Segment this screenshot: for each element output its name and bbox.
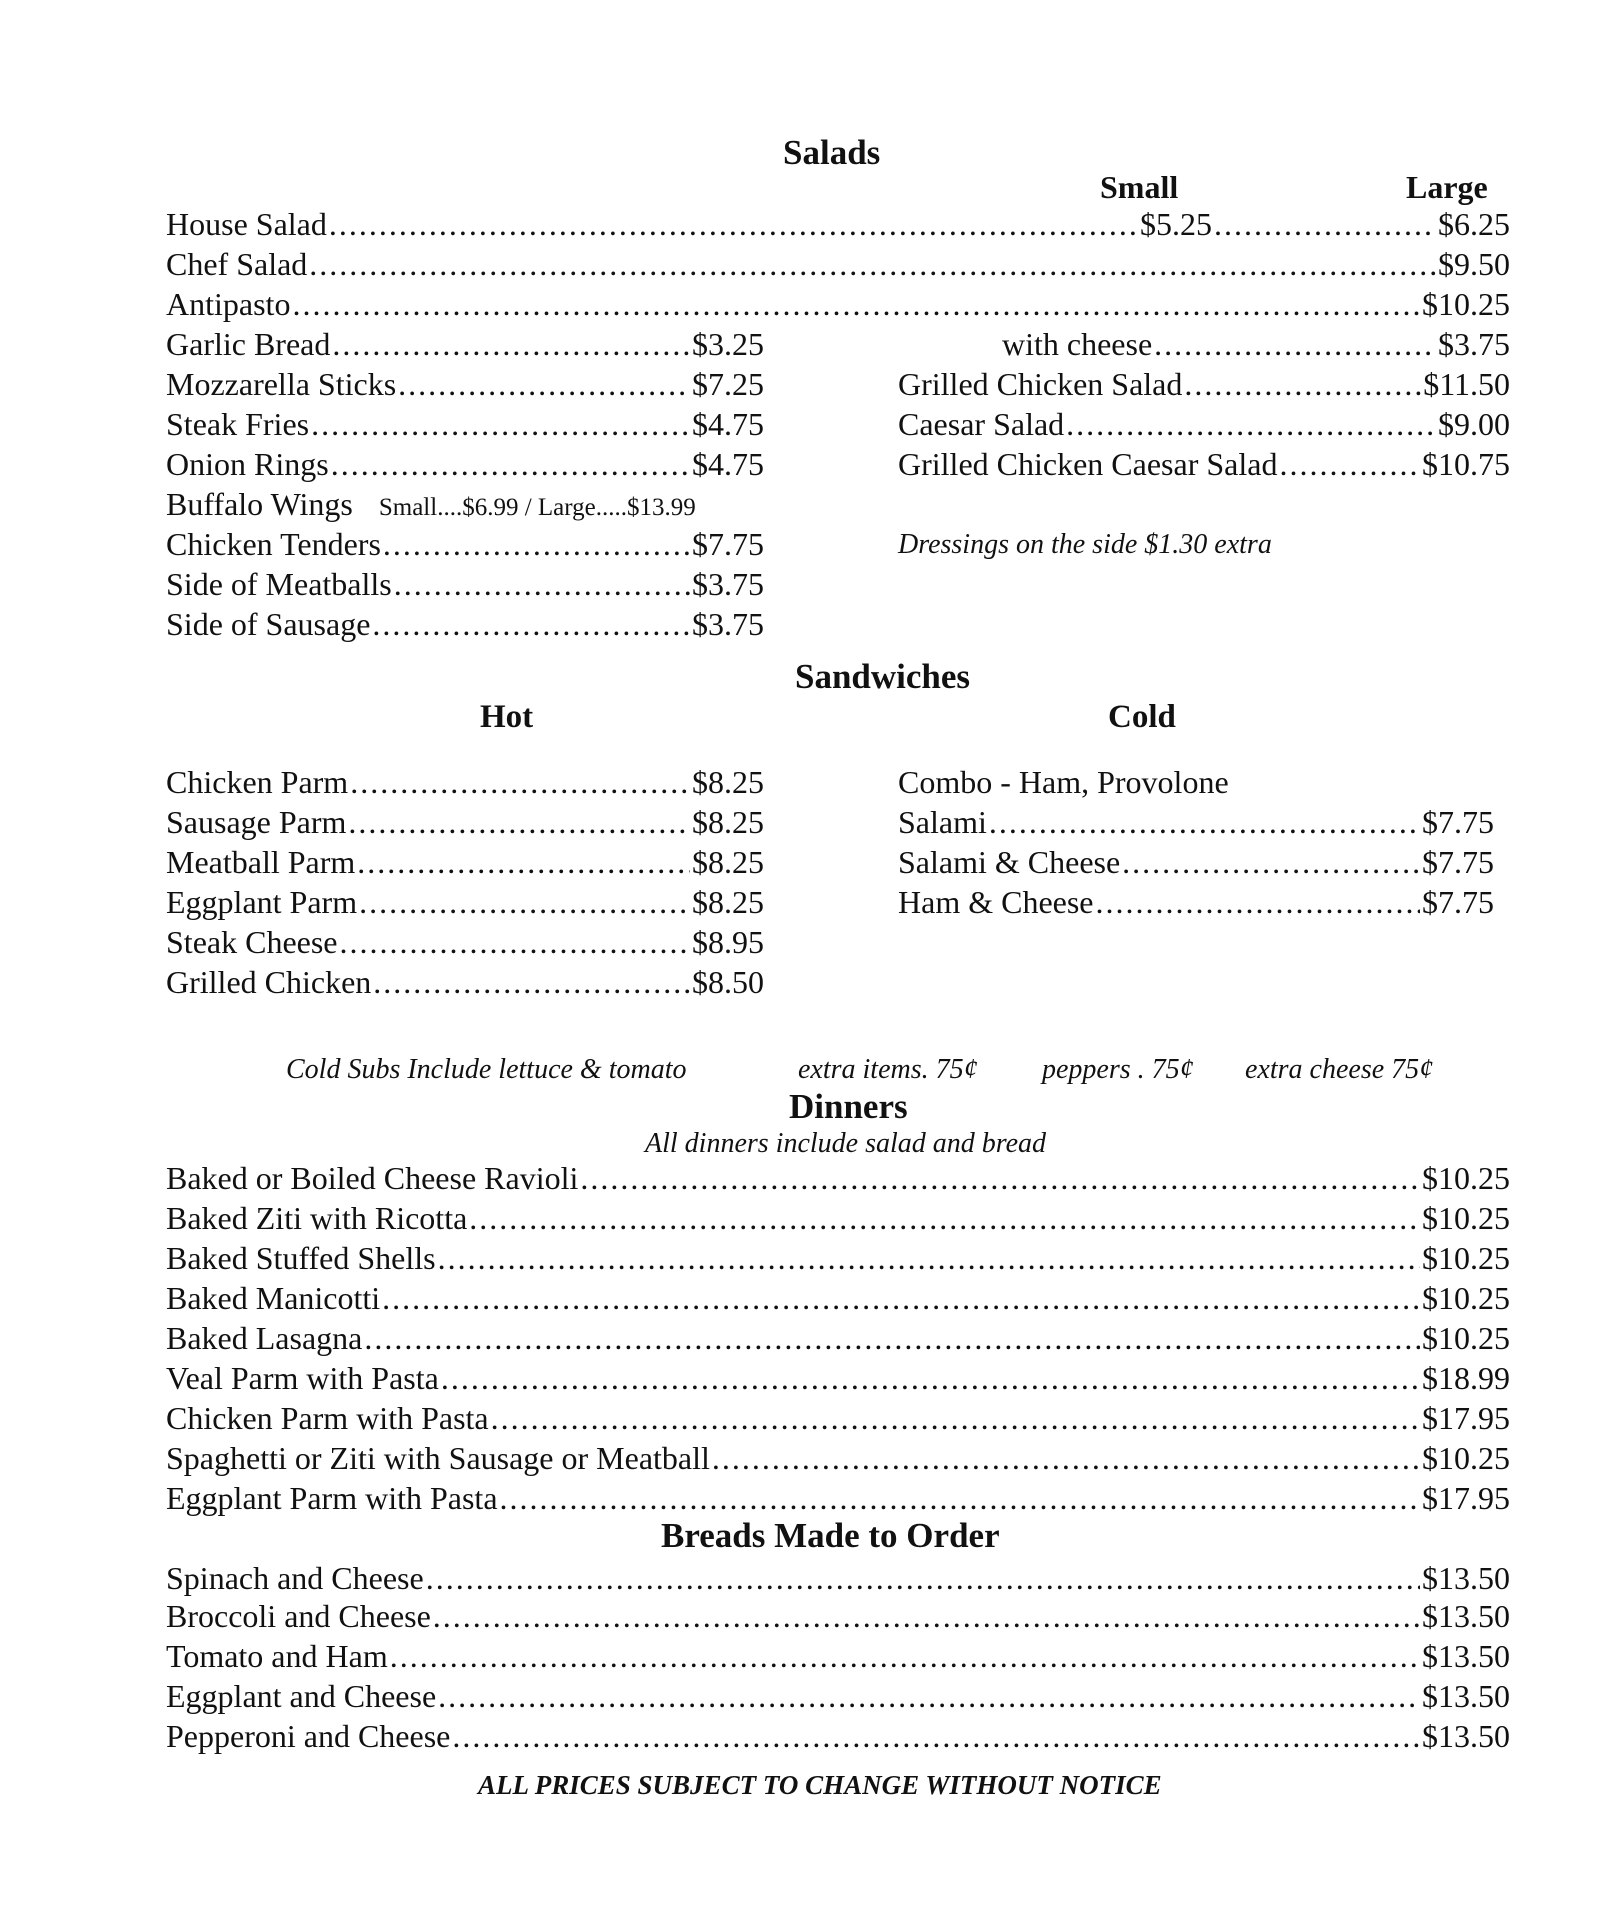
leader-dots bbox=[311, 404, 690, 444]
item-name: Side of Sausage bbox=[166, 606, 371, 642]
item-name: Eggplant and Cheese bbox=[166, 1678, 437, 1714]
menu-item-chicken-tenders bbox=[166, 524, 764, 564]
cold-combo-label bbox=[898, 762, 1498, 802]
menu-item-chicken-parm-pasta bbox=[166, 1398, 1510, 1438]
leader-dots bbox=[373, 962, 690, 1002]
leader-dots bbox=[452, 1716, 1420, 1756]
menu-item-veal-parm bbox=[166, 1358, 1510, 1398]
price-disclaimer: ALL PRICES SUBJECT TO CHANGE WITHOUT NOTICE bbox=[478, 1770, 1162, 1800]
leader-dots bbox=[372, 604, 690, 644]
item-price: $3.75 bbox=[1438, 326, 1510, 362]
leader-dots bbox=[390, 1636, 1420, 1676]
item-price: $8.25 bbox=[692, 844, 764, 880]
leader-dots bbox=[989, 802, 1420, 842]
menu-item-mozzarella-sticks bbox=[166, 364, 764, 404]
leader-dots bbox=[433, 1596, 1420, 1636]
leader-dots bbox=[469, 1198, 1420, 1238]
item-price: $4.75 bbox=[692, 406, 764, 442]
item-price: $10.25 bbox=[1422, 1440, 1510, 1476]
item-price: $10.25 bbox=[1422, 1320, 1510, 1356]
menu-item-eggplant-cheese bbox=[166, 1676, 1510, 1716]
menu-item-chicken-parm bbox=[166, 762, 764, 802]
item-name: Broccoli and Cheese bbox=[166, 1598, 431, 1634]
extra-cheese-note: extra cheese 75¢ bbox=[1245, 1054, 1434, 1085]
item-price: $4.75 bbox=[692, 446, 764, 482]
item-name: Salami & Cheese bbox=[898, 844, 1121, 880]
leader-dots bbox=[1066, 404, 1436, 444]
item-name: Salami bbox=[898, 804, 987, 840]
item-price: $10.75 bbox=[1422, 446, 1510, 482]
menu-item-chef-salad bbox=[166, 244, 1510, 284]
item-price: $3.75 bbox=[692, 606, 764, 642]
menu-item-salami bbox=[898, 802, 1494, 842]
item-price: $13.50 bbox=[1422, 1598, 1510, 1634]
item-price: $10.25 bbox=[1422, 1240, 1510, 1276]
menu-item-stuffed-shells bbox=[166, 1238, 1510, 1278]
item-price: $10.25 bbox=[1422, 1280, 1510, 1316]
menu-item-side-of-meatballs bbox=[166, 564, 764, 604]
item-name: Garlic Bread bbox=[166, 326, 331, 362]
item-price: $13.50 bbox=[1422, 1638, 1510, 1674]
item-name: Baked Lasagna bbox=[166, 1320, 363, 1356]
leader-dots bbox=[1214, 204, 1436, 244]
item-price: $13.50 bbox=[1422, 1718, 1510, 1754]
menu-item-tomato-ham bbox=[166, 1636, 1510, 1676]
leader-dots bbox=[712, 1438, 1420, 1478]
leader-dots bbox=[309, 244, 1436, 284]
item-name: Caesar Salad bbox=[898, 406, 1065, 442]
item-name: Grilled Chicken Caesar Salad bbox=[898, 446, 1278, 482]
leader-dots bbox=[491, 1398, 1420, 1438]
menu-item-with-cheese bbox=[1002, 324, 1510, 364]
item-price: $7.75 bbox=[1422, 884, 1494, 920]
menu-item-pepperoni-cheese bbox=[166, 1716, 1510, 1756]
item-name: Mozzarella Sticks bbox=[166, 366, 397, 402]
leader-dots bbox=[441, 1358, 1420, 1398]
item-name: Buffalo Wings bbox=[166, 486, 353, 522]
leader-dots bbox=[426, 1558, 1420, 1598]
item-price: $8.95 bbox=[692, 924, 764, 960]
item-name: Baked Manicotti bbox=[166, 1280, 381, 1316]
menu-item-broccoli-cheese bbox=[166, 1596, 1510, 1636]
item-price: $8.50 bbox=[692, 964, 764, 1000]
item-price: $8.25 bbox=[692, 884, 764, 920]
item-name: Baked Stuffed Shells bbox=[166, 1240, 436, 1276]
leader-dots bbox=[329, 204, 1138, 244]
item-name: Chicken Tenders bbox=[166, 526, 381, 562]
item-price: $7.75 bbox=[692, 526, 764, 562]
item-name: Sausage Parm bbox=[166, 804, 347, 840]
item-price: $11.50 bbox=[1423, 366, 1510, 402]
leader-dots bbox=[350, 762, 690, 802]
leader-dots bbox=[340, 922, 691, 962]
item-name: Grilled Chicken bbox=[166, 964, 372, 1000]
item-name: Steak Fries bbox=[166, 406, 310, 442]
breads-title: Breads Made to Order bbox=[661, 1516, 1000, 1555]
small-header: Small bbox=[1100, 169, 1179, 205]
item-size-options: Small....$6.99 / Large.....$13.99 bbox=[378, 494, 696, 521]
item-name: Eggplant Parm with Pasta bbox=[166, 1480, 498, 1516]
item-price: $3.25 bbox=[692, 326, 764, 362]
leader-dots bbox=[580, 1158, 1420, 1198]
item-name: Ham & Cheese bbox=[898, 884, 1094, 920]
dressings-note: Dressings on the side $1.30 extra bbox=[898, 529, 1272, 560]
leader-dots bbox=[398, 364, 690, 404]
menu-item-ham-and-cheese bbox=[898, 882, 1494, 922]
item-price: $17.95 bbox=[1422, 1400, 1510, 1436]
menu-item-manicotti bbox=[166, 1278, 1510, 1318]
leader-dots bbox=[383, 524, 690, 564]
leader-dots bbox=[332, 324, 690, 364]
item-name: Side of Meatballs bbox=[166, 566, 392, 602]
item-price: $10.25 bbox=[1422, 1160, 1510, 1196]
menu-item-grilled-chicken bbox=[166, 962, 764, 1002]
menu-item-steak-fries bbox=[166, 404, 764, 444]
extra-items-note: extra items. 75¢ bbox=[798, 1054, 978, 1085]
item-name: Pepperoni and Cheese bbox=[166, 1718, 451, 1754]
item-price: $7.75 bbox=[1422, 844, 1494, 880]
item-price-small: $5.25 bbox=[1140, 206, 1212, 242]
item-price-large: $6.25 bbox=[1438, 206, 1510, 242]
leader-dots bbox=[331, 444, 690, 484]
leader-dots bbox=[357, 842, 690, 882]
leader-dots bbox=[1154, 324, 1436, 364]
menu-item-eggplant-parm-pasta bbox=[166, 1478, 1510, 1518]
menu-item-steak-cheese bbox=[166, 922, 764, 962]
item-name: Veal Parm with Pasta bbox=[166, 1360, 439, 1396]
menu-item-grilled-chicken-caesar-salad bbox=[898, 444, 1510, 484]
item-name: Steak Cheese bbox=[166, 924, 338, 960]
item-name: Eggplant Parm bbox=[166, 884, 358, 920]
item-name: Antipasto bbox=[166, 286, 291, 322]
menu-item-spinach-cheese bbox=[166, 1558, 1510, 1598]
item-price: $8.25 bbox=[692, 764, 764, 800]
menu-item-onion-rings bbox=[166, 444, 764, 484]
cold-subs-note: Cold Subs Include lettuce & tomato bbox=[286, 1054, 687, 1085]
item-price: $3.75 bbox=[692, 566, 764, 602]
item-name: Tomato and Ham bbox=[166, 1638, 388, 1674]
item-name: Onion Rings bbox=[166, 446, 329, 482]
leader-dots bbox=[1279, 444, 1420, 484]
menu-item-lasagna bbox=[166, 1318, 1510, 1358]
leader-dots bbox=[348, 802, 690, 842]
leader-dots bbox=[364, 1318, 1420, 1358]
item-name: Baked Ziti with Ricotta bbox=[166, 1200, 468, 1236]
menu-item-meatball-parm bbox=[166, 842, 764, 882]
peppers-note: peppers . 75¢ bbox=[1042, 1054, 1194, 1085]
item-price: $18.99 bbox=[1422, 1360, 1510, 1396]
leader-dots bbox=[500, 1478, 1420, 1518]
menu-item-eggplant-parm bbox=[166, 882, 764, 922]
leader-dots bbox=[394, 564, 690, 604]
salads-title: Salads bbox=[783, 133, 881, 172]
item-price: $7.75 bbox=[1422, 804, 1494, 840]
hot-header: Hot bbox=[480, 699, 534, 735]
leader-dots bbox=[438, 1238, 1420, 1278]
item-price: $10.25 bbox=[1422, 286, 1510, 322]
menu-item-cheese-ravioli bbox=[166, 1158, 1510, 1198]
item-name: with cheese bbox=[1002, 326, 1153, 362]
menu-item-house-salad bbox=[166, 204, 1510, 244]
item-price: $9.00 bbox=[1438, 406, 1510, 442]
menu-item-garlic-bread bbox=[166, 324, 764, 364]
item-name: Chef Salad bbox=[166, 246, 308, 282]
item-price: $13.50 bbox=[1422, 1560, 1510, 1596]
menu-item-grilled-chicken-salad bbox=[898, 364, 1510, 404]
cold-header: Cold bbox=[1108, 699, 1176, 735]
item-name: Chicken Parm bbox=[166, 764, 349, 800]
item-name: Combo - Ham, Provolone bbox=[898, 764, 1229, 800]
menu-item-salami-and-cheese bbox=[898, 842, 1494, 882]
item-name: Chicken Parm with Pasta bbox=[166, 1400, 489, 1436]
leader-dots bbox=[1122, 842, 1420, 882]
item-name: Grilled Chicken Salad bbox=[898, 366, 1183, 402]
menu-item-sausage-parm bbox=[166, 802, 764, 842]
item-name: House Salad bbox=[166, 206, 327, 242]
item-price: $10.25 bbox=[1422, 1200, 1510, 1236]
leader-dots bbox=[1096, 882, 1421, 922]
item-price: $9.50 bbox=[1438, 246, 1510, 282]
leader-dots bbox=[292, 284, 1420, 324]
leader-dots bbox=[359, 882, 690, 922]
item-price: $7.25 bbox=[692, 366, 764, 402]
item-name: Baked or Boiled Cheese Ravioli bbox=[166, 1160, 579, 1196]
leader-dots bbox=[438, 1676, 1420, 1716]
menu-item-antipasto bbox=[166, 284, 1510, 324]
leader-dots bbox=[1184, 364, 1421, 404]
dinners-title: Dinners bbox=[789, 1087, 908, 1126]
menu-item-buffalo-wings bbox=[166, 484, 764, 528]
item-name: Spinach and Cheese bbox=[166, 1560, 424, 1596]
sandwiches-title: Sandwiches bbox=[795, 657, 971, 696]
item-price: $8.25 bbox=[692, 804, 764, 840]
item-price: $13.50 bbox=[1422, 1678, 1510, 1714]
item-name: Meatball Parm bbox=[166, 844, 356, 880]
large-header: Large bbox=[1406, 169, 1488, 205]
leader-dots bbox=[382, 1278, 1420, 1318]
dinners-subtitle: All dinners include salad and bread bbox=[645, 1128, 1047, 1159]
menu-item-caesar-salad bbox=[898, 404, 1510, 444]
item-name: Spaghetti or Ziti with Sausage or Meatball bbox=[166, 1440, 710, 1476]
item-price: $17.95 bbox=[1422, 1480, 1510, 1516]
menu-item-spaghetti-ziti bbox=[166, 1438, 1510, 1478]
menu-item-side-of-sausage bbox=[166, 604, 764, 644]
menu-item-baked-ziti bbox=[166, 1198, 1510, 1238]
